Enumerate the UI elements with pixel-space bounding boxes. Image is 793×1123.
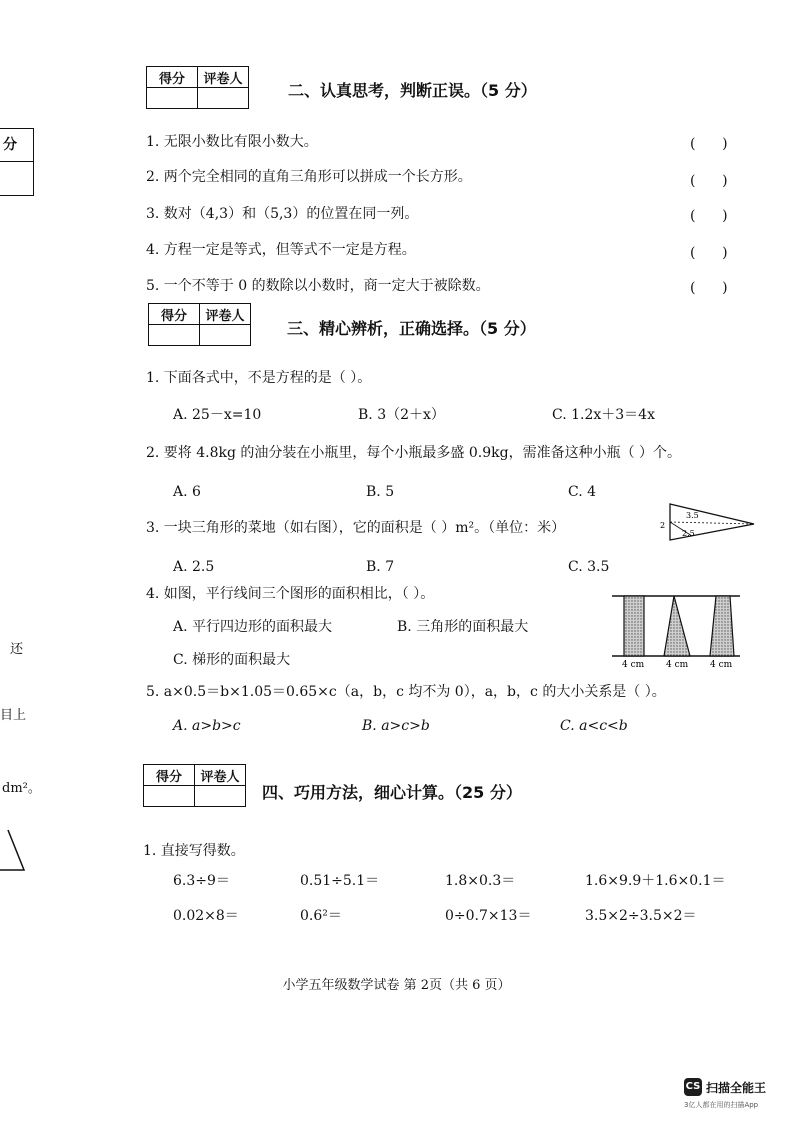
figure-label-3: 4 cm (710, 660, 733, 670)
section2-item-2: 2. 两个完全相同的直角三角形可以拼成一个长方形。 (146, 169, 472, 185)
section3-q5-option-a[interactable]: A. a>b>c (173, 718, 241, 734)
calc-1-4: 1.6×9.9＋1.6×0.1＝ (585, 873, 726, 889)
section2-item-3: 3. 数对（4,3）和（5,3）的位置在同一列。 (146, 206, 419, 222)
parallel-lines-figure (610, 588, 745, 670)
section4-q1: 1. 直接写得数。 (143, 843, 245, 859)
left-score-box (0, 128, 34, 196)
section3-q5-option-b[interactable]: B. a>c>b (362, 718, 430, 734)
score-box-section2 (146, 66, 249, 109)
score-box-grader-cell[interactable] (198, 88, 249, 109)
score-box-section3 (148, 303, 251, 346)
score-box-score-label: 得分 (144, 765, 195, 786)
section3-q3-option-a[interactable]: A. 2.5 (173, 559, 215, 575)
section2-item-4: 4. 方程一定是等式，但等式不一定是方程。 (146, 242, 416, 258)
section4-title: 四、巧用方法，细心计算。（25 分） (262, 783, 522, 802)
score-box-grader-label: 评卷人 (195, 765, 246, 786)
score-box-score-cell[interactable] (144, 786, 195, 807)
answer-paren-5[interactable]: ( ) (690, 280, 728, 296)
section2-item-1: 1. 无限小数比有限小数大。 (146, 134, 318, 150)
section3-q1-option-c[interactable]: C. 1.2x＋3＝4x (552, 407, 655, 423)
section3-title: 三、精心辨析，正确选择。（5 分） (287, 319, 536, 338)
section2-title: 二、认真思考，判断正误。（5 分） (288, 81, 537, 100)
left-fragment-1: 还 (10, 642, 24, 657)
score-box-grader-cell[interactable] (195, 786, 246, 807)
triangle-label-top: 3.5 (686, 511, 699, 520)
left-score-box-label: 分 (0, 129, 33, 162)
section3-q5: 5. a×0.5＝b×1.05＝0.65×c（a，b，c 均不为 0），a，b，c 的大小关系是（ ）。 (146, 684, 666, 700)
section3-q1-option-b[interactable]: B. 3（2＋x） (358, 407, 445, 423)
scanner-watermark (684, 1078, 766, 1096)
calc-1-1: 6.3÷9＝ (173, 873, 230, 889)
score-box-score-cell[interactable] (149, 325, 200, 346)
answer-paren-3[interactable]: ( ) (690, 208, 728, 224)
calc-2-3: 0÷0.7×13＝ (445, 908, 532, 924)
section3-q2-option-b[interactable]: B. 5 (366, 484, 395, 500)
section3-q4-option-c[interactable]: C. 梯形的面积最大 (173, 652, 291, 668)
section3-q4: 4. 如图，平行线间三个图形的面积相比，（ ）。 (146, 586, 435, 602)
section3-q4-option-a[interactable]: A. 平行四边形的面积最大 (173, 619, 333, 635)
page-footer: 小学五年级数学试卷 第 2页（共 6 页） (282, 978, 511, 993)
score-box-grader-label: 评卷人 (198, 67, 249, 88)
triangle-figure (658, 500, 758, 544)
answer-paren-4[interactable]: ( ) (690, 245, 728, 261)
section3-q4-option-b[interactable]: B. 三角形的面积最大 (397, 619, 529, 635)
watermark-tagline: 3亿人都在用的扫描App (684, 1101, 759, 1109)
left-fragment-3: dm²。 (2, 781, 41, 796)
calc-1-3: 1.8×0.3＝ (445, 873, 516, 889)
calc-2-4: 3.5×2÷3.5×2＝ (585, 908, 697, 924)
calc-2-2: 0.6²＝ (300, 908, 342, 924)
section3-q3-option-c[interactable]: C. 3.5 (568, 559, 610, 575)
camscanner-logo-icon: CS (684, 1078, 702, 1096)
section3-q1: 1. 下面各式中，不是方程的是（ ）。 (146, 370, 372, 386)
score-box-score-cell[interactable] (147, 88, 198, 109)
figure-label-1: 4 cm (622, 660, 645, 670)
section3-q2-option-a[interactable]: A. 6 (173, 484, 201, 500)
score-box-score-label: 得分 (149, 304, 200, 325)
answer-paren-1[interactable]: ( ) (690, 136, 728, 152)
calc-1-2: 0.51÷5.1＝ (300, 873, 380, 889)
figure-label-2: 4 cm (666, 660, 689, 670)
section3-q5-option-c[interactable]: C. a<c<b (560, 718, 628, 734)
watermark-name: 扫描全能王 (706, 1080, 767, 1095)
triangle-label-side: 2 (660, 521, 666, 530)
section2-item-5: 5. 一个不等于 0 的数除以小数时，商一定大于被除数。 (146, 278, 490, 294)
answer-paren-2[interactable]: ( ) (690, 173, 728, 189)
left-fragment-triangle (0, 826, 28, 876)
section3-q2-option-c[interactable]: C. 4 (568, 484, 597, 500)
triangle-label-bottom: 2.5 (682, 529, 695, 538)
section3-q2: 2. 要将 4.8kg 的油分装在小瓶里，每个小瓶最多盛 0.9kg，需准备这种小瓶（ ）个。 (146, 445, 682, 461)
score-box-score-label: 得分 (147, 67, 198, 88)
score-box-grader-label: 评卷人 (200, 304, 251, 325)
score-box-section4 (143, 764, 246, 807)
section3-q3: 3. 一块三角形的菜地（如右图），它的面积是（ ）m²。（单位：米） (146, 520, 566, 536)
calc-2-1: 0.02×8＝ (173, 908, 239, 924)
section3-q1-option-a[interactable]: A. 25－x=10 (173, 407, 262, 423)
section3-q3-option-b[interactable]: B. 7 (366, 559, 395, 575)
left-fragment-2: 目上 (0, 708, 27, 723)
score-box-grader-cell[interactable] (200, 325, 251, 346)
